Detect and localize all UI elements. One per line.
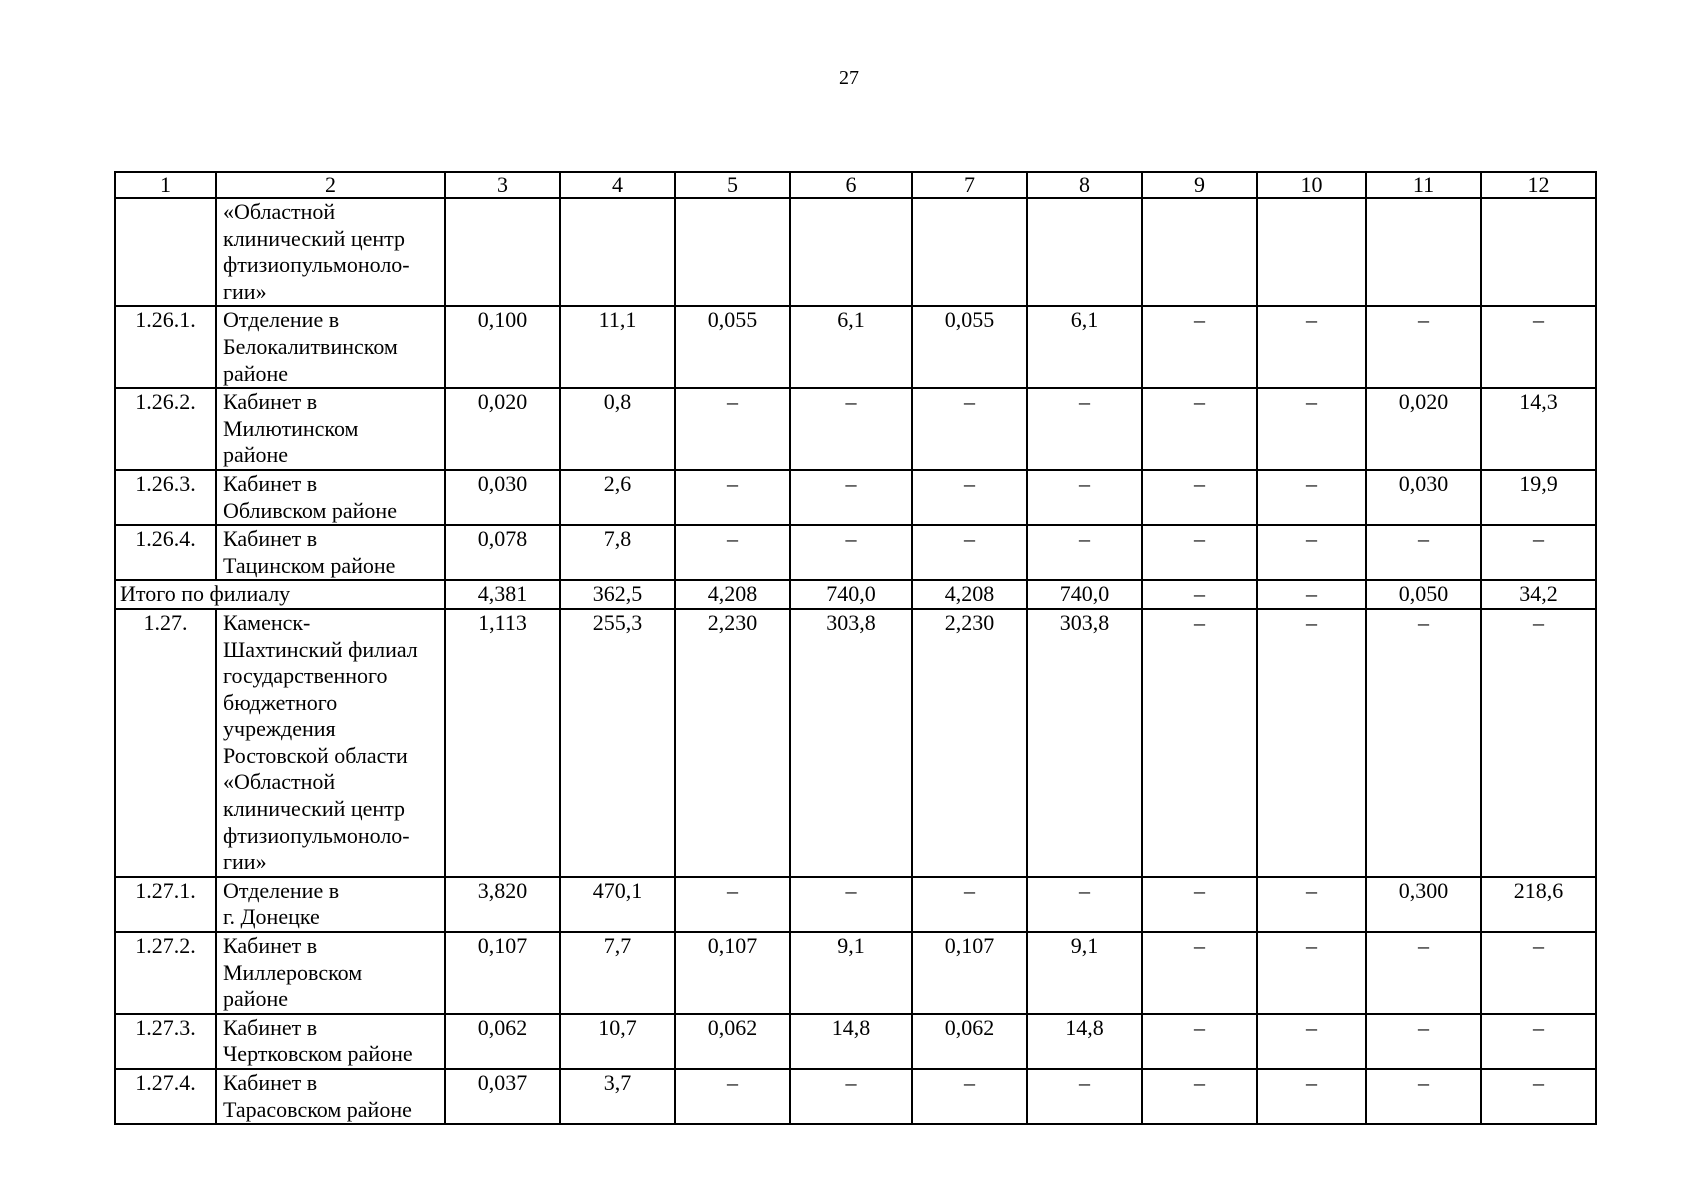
table-row [115, 932, 1596, 1014]
row-name-line: районе [223, 986, 289, 1012]
value-cell: 10,7 [560, 1014, 675, 1069]
value-cell [1027, 198, 1142, 306]
row-code: 1.27. [115, 609, 216, 877]
row-name-line: «Областной [223, 199, 336, 224]
table-row [115, 198, 1596, 306]
column-number: 4 [560, 172, 675, 198]
row-name-line: Миллеровском [223, 959, 363, 985]
row-code: 1.26.4. [115, 525, 216, 580]
row-code [115, 198, 216, 306]
value-cell: 2,230 [912, 609, 1027, 877]
value-cell: – [1142, 525, 1257, 580]
row-name-line: Каменск- [223, 609, 311, 635]
row-name-line: фтизиопульмоноло- [223, 252, 410, 278]
row-name-line: учреждения [223, 716, 336, 742]
value-cell: – [912, 470, 1027, 525]
value-cell: – [1366, 1014, 1481, 1069]
row-code: 1.26.2. [115, 388, 216, 470]
row-name-line: Тарасовском районе [223, 1096, 412, 1122]
row-name-line: Кабинет в [223, 470, 318, 496]
row-name-line: Кабинет в [223, 526, 318, 552]
value-cell: 255,3 [560, 609, 675, 877]
row-name [216, 198, 445, 306]
column-number: 9 [1142, 172, 1257, 198]
value-cell [1481, 198, 1596, 306]
value-cell: – [790, 388, 912, 470]
row-name [216, 1014, 445, 1069]
value-cell: – [675, 1069, 790, 1124]
value-cell: – [1366, 1069, 1481, 1124]
value-cell: 7,8 [560, 525, 675, 580]
value-cell: 0,100 [445, 306, 560, 388]
row-name-line: Кабинет в [223, 933, 318, 959]
value-cell [1257, 198, 1366, 306]
row-name [216, 609, 445, 877]
row-name-line: государственного [223, 663, 388, 689]
row-name-line: г. Донецке [223, 904, 320, 930]
row-name-line: фтизиопульмоноло- [223, 822, 410, 848]
table-row [115, 1014, 1596, 1069]
value-cell: – [1142, 1014, 1257, 1069]
table-row [115, 609, 1596, 877]
row-name-line: Чертковском районе [223, 1041, 413, 1067]
value-cell: – [1366, 932, 1481, 1014]
row-name-line: клинический центр [223, 796, 406, 822]
value-cell: 6,1 [790, 306, 912, 388]
column-number: 1 [115, 172, 216, 198]
value-cell: 0,062 [912, 1014, 1027, 1069]
value-cell: – [912, 388, 1027, 470]
value-cell: – [1142, 580, 1257, 609]
value-cell: 14,3 [1481, 388, 1596, 470]
value-cell [1142, 198, 1257, 306]
value-cell: 362,5 [560, 580, 675, 609]
value-cell [445, 198, 560, 306]
row-name [216, 877, 445, 932]
value-cell: – [790, 525, 912, 580]
value-cell: 14,8 [1027, 1014, 1142, 1069]
value-cell: 0,030 [1366, 470, 1481, 525]
column-number: 12 [1481, 172, 1596, 198]
row-name-line: Кабинет в [223, 1070, 318, 1095]
value-cell: 0,055 [675, 306, 790, 388]
value-cell: 19,9 [1481, 470, 1596, 525]
value-cell: – [912, 525, 1027, 580]
row-name-line: «Областной [223, 769, 336, 795]
value-cell: – [790, 470, 912, 525]
value-cell [1366, 198, 1481, 306]
row-name-line: гии» [223, 849, 267, 875]
row-name-line: Милютинском [223, 415, 359, 441]
value-cell: 303,8 [790, 609, 912, 877]
row-name-line: бюджетного [223, 689, 338, 715]
value-cell: 0,037 [445, 1069, 560, 1124]
column-number: 5 [675, 172, 790, 198]
row-name-line: Кабинет в [223, 389, 318, 415]
value-cell: 0,107 [912, 932, 1027, 1014]
value-cell: 1,113 [445, 609, 560, 877]
value-cell: – [1257, 306, 1366, 388]
data-table [114, 171, 1597, 1125]
value-cell: 0,8 [560, 388, 675, 470]
row-code: 1.26.3. [115, 470, 216, 525]
value-cell: – [1481, 1069, 1596, 1124]
table-row [115, 877, 1596, 932]
value-cell: 2,230 [675, 609, 790, 877]
value-cell: – [1366, 525, 1481, 580]
value-cell: – [1257, 525, 1366, 580]
row-name [216, 306, 445, 388]
page-number: 27 [839, 67, 859, 89]
value-cell: – [675, 388, 790, 470]
value-cell: – [1142, 388, 1257, 470]
value-cell: 0,300 [1366, 877, 1481, 932]
row-name [216, 525, 445, 580]
table-row [115, 1069, 1596, 1124]
row-name-line: Обливском районе [223, 497, 397, 523]
row-name [216, 470, 445, 525]
row-name-line: Отделение в [223, 877, 340, 903]
value-cell: – [1027, 470, 1142, 525]
row-name-line: районе [223, 360, 289, 386]
value-cell: 14,8 [790, 1014, 912, 1069]
total-row [115, 580, 1596, 609]
value-cell: 0,107 [675, 932, 790, 1014]
value-cell: – [1142, 609, 1257, 877]
value-cell [790, 198, 912, 306]
row-name [216, 388, 445, 470]
value-cell [675, 198, 790, 306]
value-cell: – [790, 1069, 912, 1124]
row-name [216, 932, 445, 1014]
value-cell: 11,1 [560, 306, 675, 388]
value-cell: 34,2 [1481, 580, 1596, 609]
value-cell: – [1142, 877, 1257, 932]
value-cell: 7,7 [560, 932, 675, 1014]
value-cell: 0,020 [445, 388, 560, 470]
value-cell: – [1257, 580, 1366, 609]
value-cell: 0,062 [445, 1014, 560, 1069]
row-name-line: районе [223, 442, 289, 468]
row-name-line: Отделение в [223, 307, 340, 333]
value-cell: – [1142, 1069, 1257, 1124]
value-cell: – [675, 525, 790, 580]
column-number-row [115, 172, 1596, 198]
value-cell: – [1481, 306, 1596, 388]
value-cell: – [1481, 525, 1596, 580]
row-code: 1.27.2. [115, 932, 216, 1014]
column-number: 11 [1366, 172, 1481, 198]
value-cell: 0,078 [445, 525, 560, 580]
value-cell: 2,6 [560, 470, 675, 525]
value-cell: – [675, 877, 790, 932]
value-cell: – [1257, 1014, 1366, 1069]
table-row [115, 470, 1596, 525]
row-code: 1.27.4. [115, 1069, 216, 1124]
value-cell: 6,1 [1027, 306, 1142, 388]
value-cell: – [675, 470, 790, 525]
value-cell: – [912, 1069, 1027, 1124]
value-cell: – [1142, 932, 1257, 1014]
value-cell: 3,7 [560, 1069, 675, 1124]
value-cell: 218,6 [1481, 877, 1596, 932]
value-cell: 470,1 [560, 877, 675, 932]
row-name-line: Шахтинский филиал [223, 636, 418, 662]
value-cell: 740,0 [1027, 580, 1142, 609]
row-code: 1.27.1. [115, 877, 216, 932]
value-cell: – [1027, 388, 1142, 470]
value-cell: 303,8 [1027, 609, 1142, 877]
value-cell: – [1142, 470, 1257, 525]
value-cell: 4,208 [675, 580, 790, 609]
row-name-line: гии» [223, 278, 267, 304]
value-cell: 0,020 [1366, 388, 1481, 470]
value-cell: 3,820 [445, 877, 560, 932]
value-cell: – [912, 877, 1027, 932]
value-cell: 740,0 [790, 580, 912, 609]
value-cell: – [1257, 470, 1366, 525]
column-number: 3 [445, 172, 560, 198]
value-cell: – [1257, 609, 1366, 877]
value-cell [912, 198, 1027, 306]
value-cell: 0,062 [675, 1014, 790, 1069]
column-number: 8 [1027, 172, 1142, 198]
row-name-line: Кабинет в [223, 1014, 318, 1040]
column-number: 6 [790, 172, 912, 198]
value-cell: – [1257, 877, 1366, 932]
value-cell: 0,050 [1366, 580, 1481, 609]
value-cell [560, 198, 675, 306]
total-label: Итого по филиалу [115, 580, 445, 609]
value-cell: 9,1 [790, 932, 912, 1014]
table-body [115, 172, 1596, 1124]
value-cell: 0,055 [912, 306, 1027, 388]
row-code: 1.26.1. [115, 306, 216, 388]
table-row [115, 388, 1596, 470]
column-number: 2 [216, 172, 445, 198]
value-cell: – [1366, 609, 1481, 877]
row-name-line: Белокалитвинском [223, 333, 398, 359]
value-cell: 4,381 [445, 580, 560, 609]
value-cell: – [1257, 932, 1366, 1014]
row-name [216, 1069, 445, 1124]
value-cell: 0,030 [445, 470, 560, 525]
row-name-line: Ростовской области [223, 742, 408, 768]
column-number: 7 [912, 172, 1027, 198]
value-cell: – [1027, 877, 1142, 932]
table-row [115, 525, 1596, 580]
value-cell: – [790, 877, 912, 932]
row-name-line: клинический центр [223, 225, 406, 251]
value-cell: 0,107 [445, 932, 560, 1014]
value-cell: – [1027, 1069, 1142, 1124]
value-cell: – [1481, 932, 1596, 1014]
value-cell: 9,1 [1027, 932, 1142, 1014]
table-row [115, 306, 1596, 388]
row-code: 1.27.3. [115, 1014, 216, 1069]
value-cell: – [1027, 525, 1142, 580]
row-name-line: Тацинском районе [223, 552, 396, 578]
value-cell: – [1257, 388, 1366, 470]
value-cell: – [1481, 609, 1596, 877]
value-cell: – [1257, 1069, 1366, 1124]
value-cell: 4,208 [912, 580, 1027, 609]
value-cell: – [1366, 306, 1481, 388]
value-cell: – [1481, 1014, 1596, 1069]
value-cell: – [1142, 306, 1257, 388]
column-number: 10 [1257, 172, 1366, 198]
